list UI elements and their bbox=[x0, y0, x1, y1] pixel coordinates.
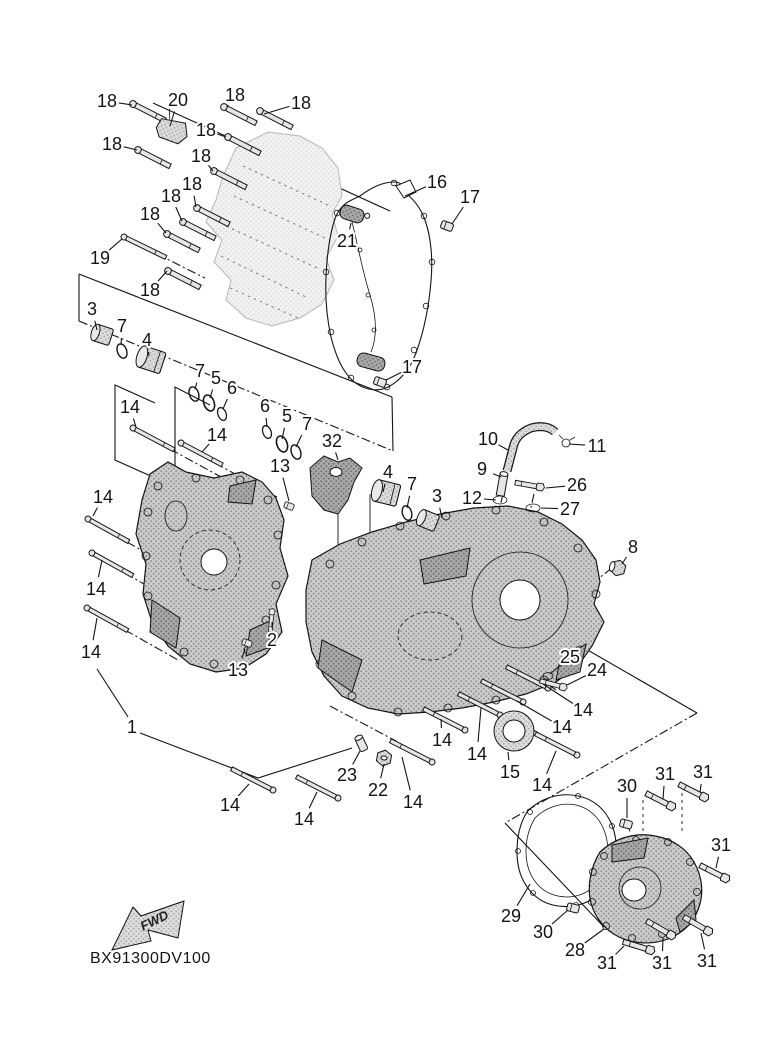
part-label-6: 6 bbox=[259, 396, 271, 416]
part-label-6: 6 bbox=[226, 378, 238, 398]
part-label-18: 18 bbox=[139, 280, 161, 300]
part-label-1: 1 bbox=[126, 717, 138, 737]
leader-line bbox=[309, 792, 317, 808]
part-label-31: 31 bbox=[596, 953, 618, 973]
diagram-code: BX91300DV100 bbox=[90, 950, 211, 967]
leader-line bbox=[546, 486, 565, 488]
part-label-18: 18 bbox=[290, 93, 312, 113]
part-label-22: 22 bbox=[367, 780, 389, 800]
part-label-7: 7 bbox=[194, 361, 206, 381]
part-label-20: 20 bbox=[167, 90, 189, 110]
generator-cover-28 bbox=[589, 835, 702, 943]
dowel-30-bottom bbox=[566, 903, 580, 914]
part-label-17: 17 bbox=[401, 357, 423, 377]
fwd-arrow bbox=[112, 901, 184, 950]
part-label-27: 27 bbox=[559, 499, 581, 519]
ring-6-a bbox=[216, 406, 228, 421]
leader-line bbox=[176, 207, 182, 221]
leader-line bbox=[350, 223, 351, 229]
dowel-17-top bbox=[440, 220, 454, 232]
leader-line bbox=[484, 499, 496, 500]
part-label-9: 9 bbox=[476, 459, 488, 479]
part-label-7: 7 bbox=[116, 316, 128, 336]
part-label-13: 13 bbox=[269, 456, 291, 476]
part-label-14: 14 bbox=[466, 744, 488, 764]
part-label-18: 18 bbox=[160, 186, 182, 206]
leader-line bbox=[478, 708, 481, 742]
part-label-28: 28 bbox=[564, 940, 586, 960]
part-label-18: 18 bbox=[139, 204, 161, 224]
leader-line bbox=[264, 106, 290, 114]
leader-line bbox=[663, 786, 664, 799]
part-label-5: 5 bbox=[281, 406, 293, 426]
part-label-31: 31 bbox=[651, 953, 673, 973]
part-label-2: 2 bbox=[266, 630, 278, 650]
leader-line bbox=[98, 560, 102, 577]
leader-line bbox=[716, 857, 719, 868]
leader-line bbox=[701, 933, 705, 949]
part-label-18: 18 bbox=[96, 91, 118, 111]
leader-line bbox=[622, 557, 627, 564]
part-label-24: 24 bbox=[586, 660, 608, 680]
part-label-26: 26 bbox=[566, 475, 588, 495]
leader-line bbox=[541, 508, 558, 509]
oil-strainer-21 bbox=[338, 204, 386, 373]
part-label-14: 14 bbox=[119, 397, 141, 417]
part-label-14: 14 bbox=[219, 795, 241, 815]
part-label-14: 14 bbox=[206, 425, 228, 445]
part-label-14: 14 bbox=[80, 642, 102, 662]
leader-line bbox=[700, 784, 701, 792]
fwd-label: FWD bbox=[137, 907, 171, 934]
leader-line bbox=[353, 751, 360, 764]
part-label-8: 8 bbox=[627, 537, 639, 557]
dowel-13-top bbox=[283, 501, 294, 510]
part-label-18: 18 bbox=[224, 85, 246, 105]
part-label-30: 30 bbox=[532, 922, 554, 942]
leader-line bbox=[517, 884, 530, 906]
leader-line bbox=[158, 223, 166, 233]
part-label-18: 18 bbox=[190, 146, 212, 166]
leader-line bbox=[202, 444, 209, 452]
part-label-18: 18 bbox=[181, 174, 203, 194]
leader-line bbox=[499, 445, 509, 450]
bearing-3-left bbox=[89, 323, 114, 346]
part-label-14: 14 bbox=[572, 700, 594, 720]
part-label-7: 7 bbox=[301, 414, 313, 434]
dowel-17-bottom bbox=[373, 376, 387, 388]
leader-line bbox=[452, 207, 463, 224]
part-label-11: 11 bbox=[587, 436, 607, 456]
part-label-17: 17 bbox=[459, 187, 481, 207]
part-label-32: 32 bbox=[321, 431, 343, 451]
part-label-14: 14 bbox=[531, 775, 553, 795]
part-label-31: 31 bbox=[654, 764, 676, 784]
ring-7-a bbox=[115, 342, 129, 359]
part-label-14: 14 bbox=[402, 792, 424, 812]
part-label-14: 14 bbox=[551, 717, 573, 737]
pipe-9 bbox=[496, 471, 508, 496]
leader-line bbox=[663, 938, 664, 951]
leader-line bbox=[547, 751, 556, 774]
part-label-23: 23 bbox=[336, 765, 358, 785]
part-label-19: 19 bbox=[89, 248, 111, 268]
part-label-18: 18 bbox=[195, 120, 217, 140]
part-label-10: 10 bbox=[477, 429, 499, 449]
leader-line bbox=[585, 929, 604, 943]
upper-crankcase-phantom bbox=[206, 132, 342, 326]
leader-line bbox=[336, 452, 338, 460]
ring-5-a bbox=[201, 393, 216, 412]
part-label-3: 3 bbox=[431, 486, 443, 506]
part-label-14: 14 bbox=[293, 809, 315, 829]
part-label-4: 4 bbox=[141, 330, 153, 350]
leader-line bbox=[109, 239, 122, 250]
part-label-15: 15 bbox=[499, 762, 521, 782]
ring-7-b bbox=[187, 385, 201, 402]
leader-line bbox=[149, 352, 150, 356]
part-label-7: 7 bbox=[406, 474, 418, 494]
part-label-12: 12 bbox=[461, 488, 483, 508]
crankcase-left-half bbox=[136, 462, 288, 672]
leader-line bbox=[569, 444, 585, 445]
part-label-18: 18 bbox=[101, 134, 123, 154]
leader-line bbox=[223, 399, 227, 409]
part-label-5: 5 bbox=[210, 368, 222, 388]
part-label-31: 31 bbox=[692, 762, 714, 782]
part-label-25: 25 bbox=[559, 647, 581, 667]
leader-line bbox=[93, 618, 97, 640]
part-label-14: 14 bbox=[431, 730, 453, 750]
plug-23 bbox=[354, 734, 368, 752]
leader-line bbox=[567, 675, 586, 685]
bearing-4-right bbox=[369, 479, 401, 507]
oil-seal-15 bbox=[494, 711, 534, 751]
leader-line bbox=[552, 910, 568, 924]
part-label-13: 13 bbox=[227, 660, 249, 680]
leader-line bbox=[402, 757, 410, 790]
part-label-31: 31 bbox=[710, 835, 732, 855]
part-label-4: 4 bbox=[382, 462, 394, 482]
leader-line bbox=[93, 508, 97, 516]
part-label-29: 29 bbox=[500, 906, 522, 926]
part-label-30: 30 bbox=[616, 776, 638, 796]
part-label-16: 16 bbox=[426, 172, 448, 192]
leader-line bbox=[508, 752, 509, 760]
part-label-3: 3 bbox=[86, 299, 98, 319]
clamp-11 bbox=[559, 435, 575, 447]
leader-line bbox=[296, 435, 302, 447]
bracket-32 bbox=[310, 456, 362, 514]
part-label-14: 14 bbox=[92, 487, 114, 507]
part-label-21: 21 bbox=[336, 231, 358, 251]
bolt-19 bbox=[120, 233, 167, 260]
part-label-14: 14 bbox=[85, 579, 107, 599]
dowel-30-top bbox=[619, 819, 633, 830]
bolt-26 bbox=[515, 479, 545, 491]
leader-line bbox=[283, 478, 289, 501]
part-label-31: 31 bbox=[696, 951, 718, 971]
